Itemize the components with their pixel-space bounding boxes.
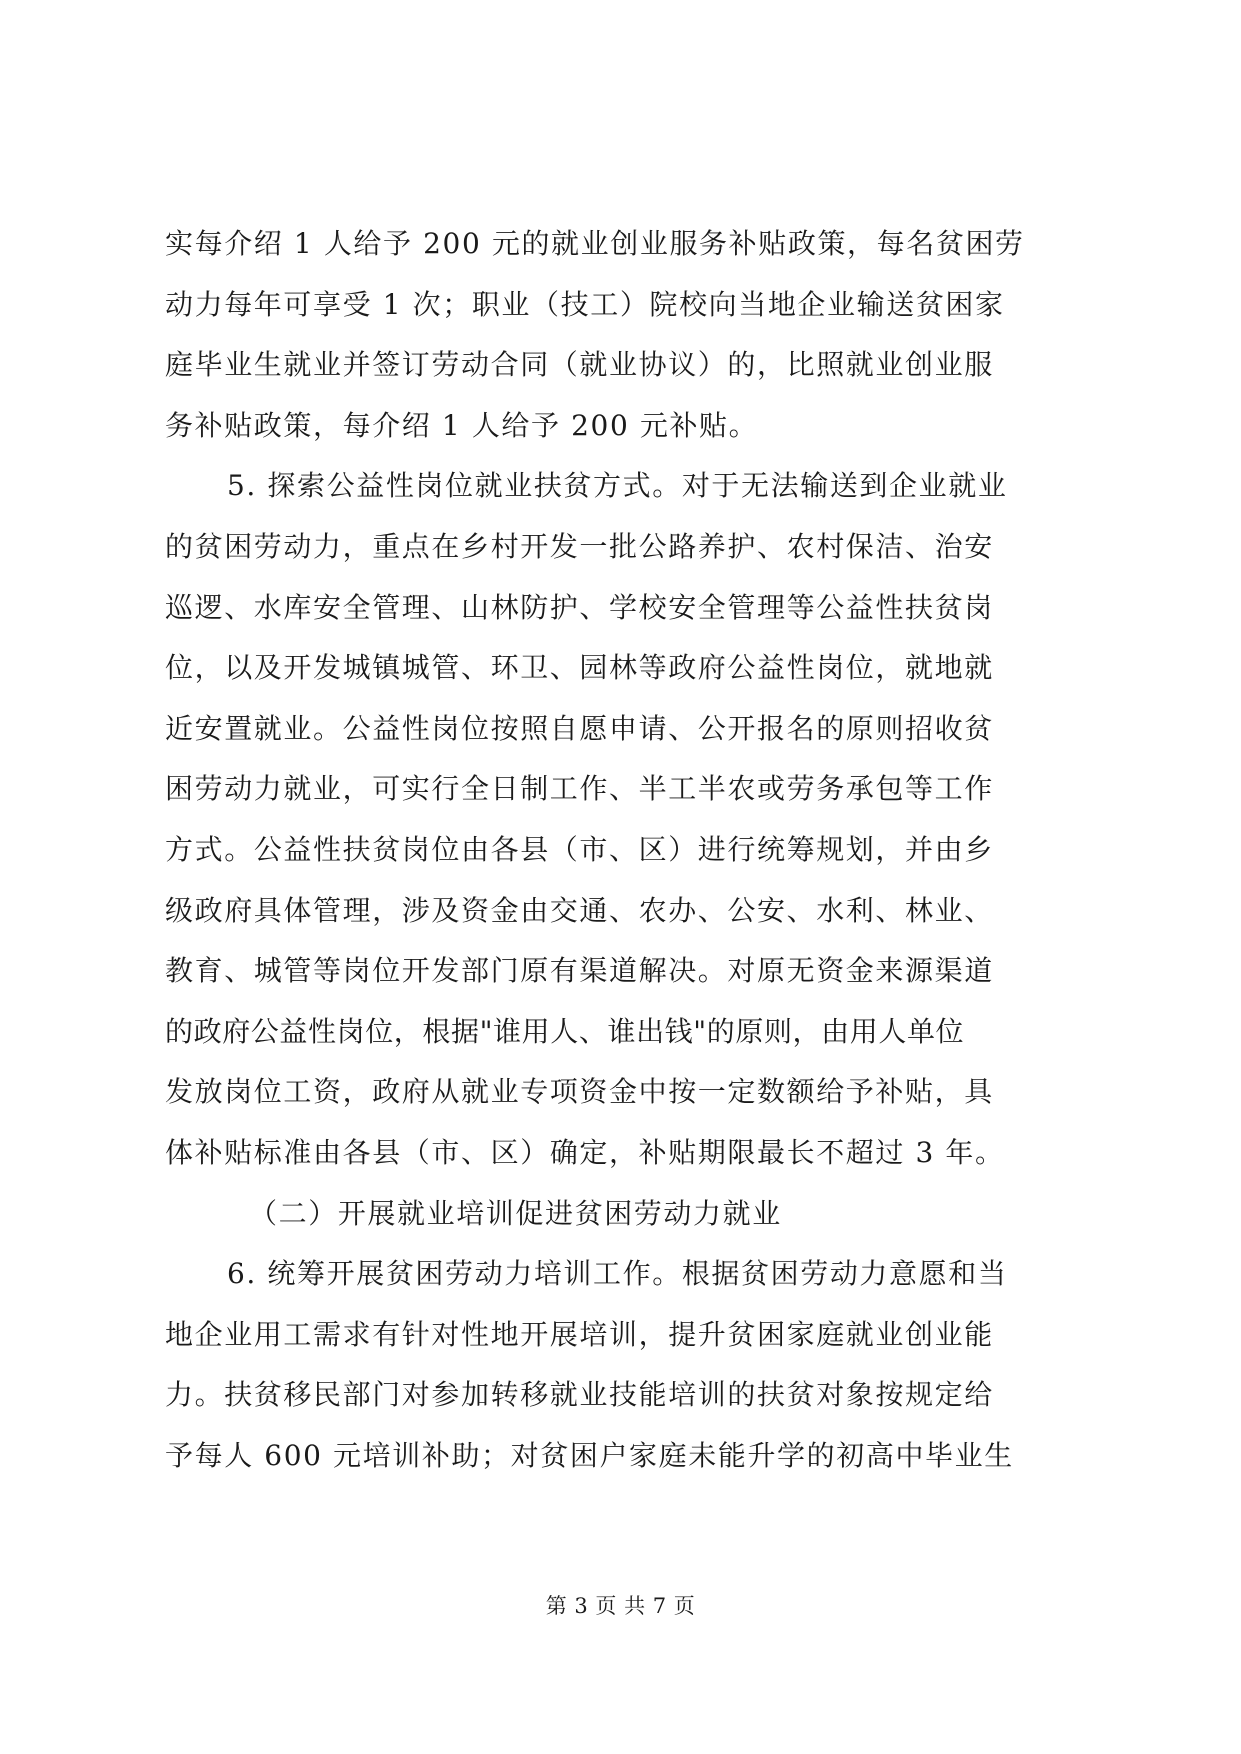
paragraph-line: 方式。公益性扶贫岗位由各县（市、区）进行统筹规划，并由乡 <box>165 832 994 866</box>
paragraph-line: 困劳动力就业，可实行全日制工作、半工半农或劳务承包等工作 <box>165 772 994 806</box>
paragraph-line: 发放岗位工资，政府从就业专项资金中按一定数额给予补贴，具 <box>165 1075 994 1109</box>
paragraph-line: 近安置就业。公益性岗位按照自愿申请、公开报名的原则招收贫 <box>165 711 994 745</box>
paragraph-line: 庭毕业生就业并签订劳动合同（就业协议）的，比照就业创业服 <box>165 348 994 382</box>
paragraph-line: 5. 探索公益性岗位就业扶贫方式。对于无法输送到企业就业 <box>227 469 1008 503</box>
paragraph-line: 巡逻、水库安全管理、山林防护、学校安全管理等公益性扶贫岗 <box>165 590 994 624</box>
document-body <box>165 228 1095 1500</box>
paragraph-line: 力。扶贫移民部门对参加转移就业技能培训的扶贫对象按规定给 <box>165 1378 994 1412</box>
paragraph-line: 的贫困劳动力，重点在乡村开发一批公路养护、农村保洁、治安 <box>165 529 994 563</box>
paragraph-line: 予每人 600 元培训补助；对贫困户家庭未能升学的初高中毕业生 <box>165 1438 1014 1472</box>
paragraph-line: 教育、城管等岗位开发部门原有渠道解决。对原无资金来源渠道 <box>165 954 994 988</box>
paragraph-line: 级政府具体管理，涉及资金由交通、农办、公安、水利、林业、 <box>165 893 994 927</box>
section-heading: （二）开展就业培训促进贫困劳动力就业 <box>249 1196 782 1230</box>
paragraph-line: 位，以及开发城镇城管、环卫、园林等政府公益性岗位，就地就 <box>165 651 994 685</box>
paragraph-line: 的政府公益性岗位，根据"谁用人、谁出钱"的原则，由用人单位 <box>165 1014 965 1048</box>
paragraph-line: 动力每年可享受 1 次；职业（技工）院校向当地企业输送贫困家 <box>165 287 1005 321</box>
paragraph-line: 实每介绍 1 人给予 200 元的就业创业服务补贴政策，每名贫困劳 <box>165 227 1025 260</box>
paragraph-line: 体补贴标准由各县（市、区）确定，补贴期限最长不超过 3 年。 <box>165 1135 1005 1169</box>
paragraph-line: 务补贴政策，每介绍 1 人给予 200 元补贴。 <box>165 408 759 442</box>
page-number-footer: 第 3 页 共 7 页 <box>545 1594 696 1618</box>
paragraph-line: 6. 统筹开展贫困劳动力培训工作。根据贫困劳动力意愿和当 <box>227 1257 1008 1291</box>
paragraph-line: 地企业用工需求有针对性地开展培训，提升贫困家庭就业创业能 <box>165 1317 994 1351</box>
